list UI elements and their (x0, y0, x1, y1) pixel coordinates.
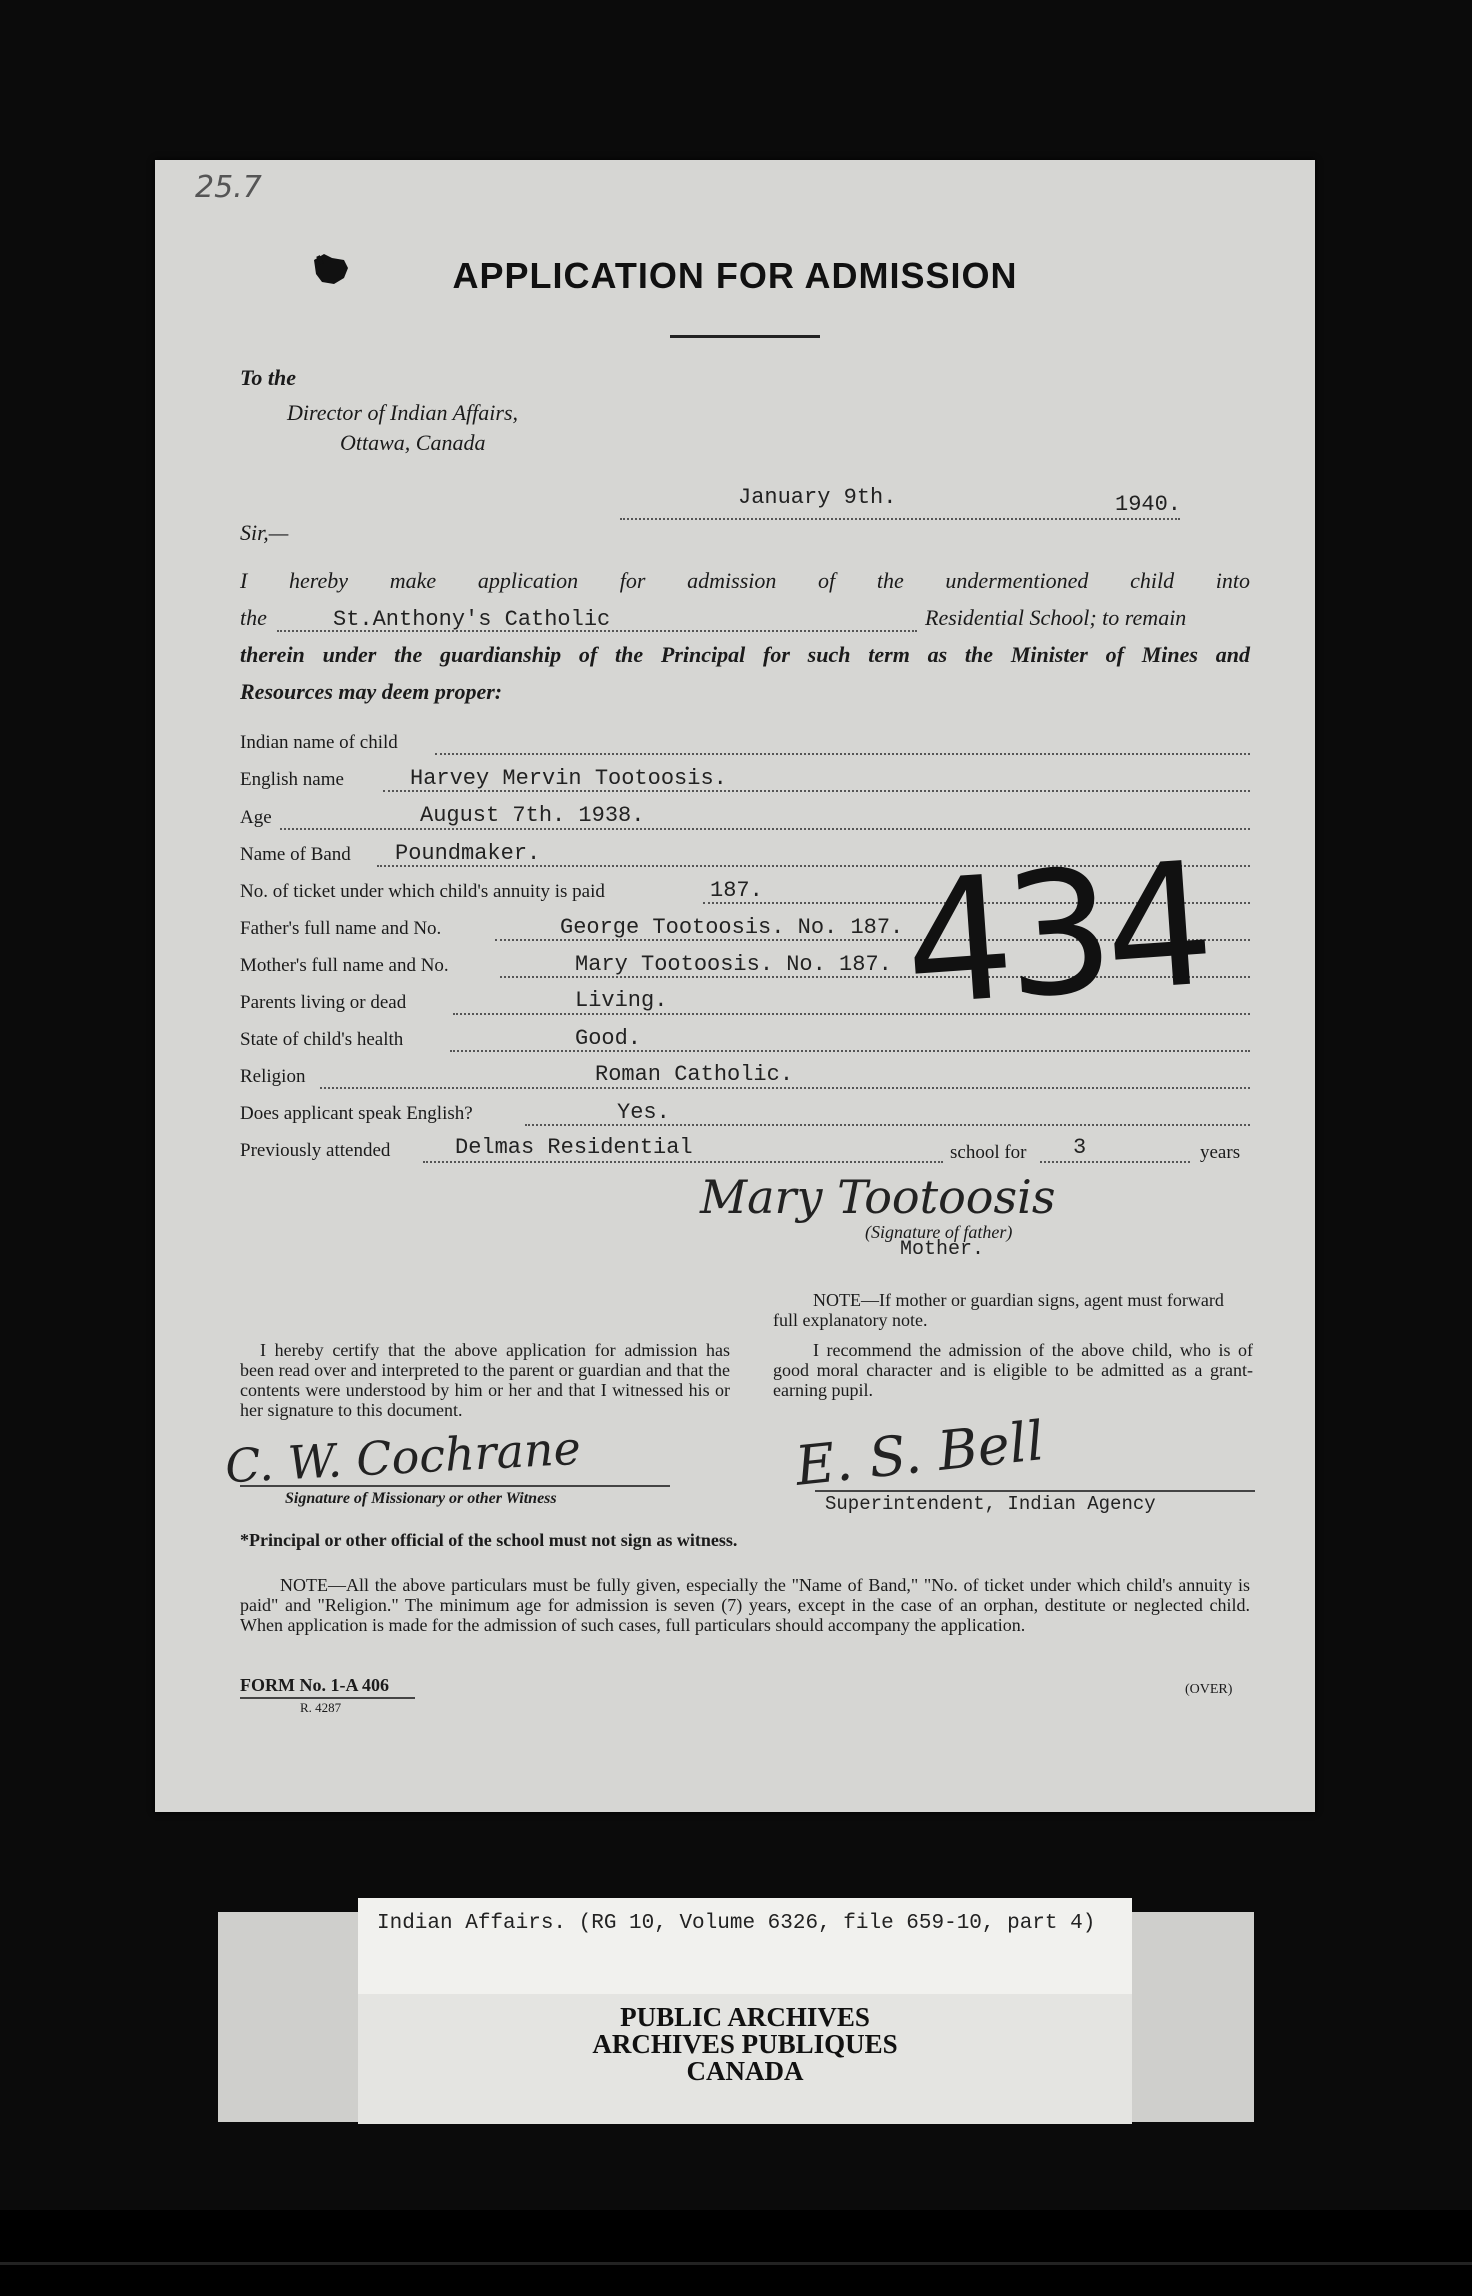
field-line-indian-name (435, 753, 1250, 755)
field-value-mother: Mary Tootoosis. No. 187. (575, 952, 892, 977)
addressee-line1: To the (240, 365, 297, 390)
field-line-years (1040, 1161, 1190, 1163)
field-value-religion: Roman Catholic. (595, 1062, 794, 1087)
parent-signature: Mary Tootoosis (700, 1170, 1056, 1224)
field-value-ticket: 187. (710, 878, 763, 903)
field-label-parents: Parents living or dead (240, 992, 407, 1013)
date-year: 1940. (1115, 492, 1182, 517)
field-label-indian-name: Indian name of child (240, 732, 398, 753)
field-label-band: Name of Band (240, 844, 351, 865)
pencil-note: 25.7 (195, 170, 262, 205)
recommend-text: I recommend the admission of the above child, who is of good moral character and is eligible to be admitted as a grant-earning pupil. (773, 1340, 1253, 1400)
field-label-english-name: English name (240, 769, 344, 790)
field-value-age: August 7th. 1938. (420, 803, 645, 828)
scan-bottom-band (0, 2210, 1472, 2296)
archives-line2: ARCHIVES PUBLIQUES (592, 2029, 898, 2059)
witness-signature-line (240, 1485, 670, 1487)
field-line-age (280, 828, 1250, 830)
date-line (620, 518, 1180, 520)
field-label-mother: Mother's full name and No. (240, 955, 449, 976)
field-label-health: State of child's health (240, 1029, 404, 1050)
scan-bottom-line (0, 2262, 1472, 2265)
agent-typed: Superintendent, Indian Agency (825, 1493, 1156, 1515)
salutation: Sir,— (240, 520, 289, 545)
field-label-religion: Religion (240, 1066, 306, 1087)
field-line-previously (423, 1161, 943, 1163)
form-ref: R. 4287 (300, 1700, 342, 1715)
agent-signature-line (815, 1490, 1255, 1492)
field-label-age: Age (240, 807, 272, 828)
final-note: NOTE—All the above particulars must be fully given, especially the "Name of Band," "No. of ticket under which child's annuity is paid" and "Religion." The minimum age for admission is seven (7) years, except in the case of an orphan, destitute or neglected child. When application is made for the admission of such cases, full particulars should accompany the application. (240, 1575, 1250, 1635)
over-label: (OVER) (1185, 1682, 1233, 1697)
form-number: FORM No. 1-A 406 (240, 1675, 389, 1695)
certify-text: I hereby certify that the above application for admission has been read over and interpreted to the parent or guardian and that the contents were understood by him or her and that I witnessed his or her signature to this document. (240, 1340, 730, 1420)
field-label-english: Does applicant speak English? (240, 1103, 473, 1124)
body-line1: I hereby make application for admission of the undermentioned child into (240, 568, 1250, 593)
title-underline (670, 335, 820, 338)
witness-caption: Signature of Missionary or other Witness (285, 1490, 557, 1507)
field-value-english: Yes. (617, 1100, 670, 1125)
witness-signature: C. W. Cochrane (223, 1420, 582, 1494)
field-label-ticket: No. of ticket under which child's annuity is paid (240, 881, 605, 902)
school-for-label: school for (950, 1142, 1027, 1163)
note-mother: NOTE—If mother or guardian signs, agent must forward full explanatory note. (773, 1290, 1224, 1330)
body-line4: Resources may deem proper: (240, 679, 503, 704)
field-value-years: 3 (1073, 1135, 1087, 1160)
field-value-father: George Tootoosis. No. 187. (560, 915, 904, 940)
field-value-parents: Living. (575, 988, 668, 1013)
date-day: January 9th. (738, 485, 897, 510)
field-label-father: Father's full name and No. (240, 918, 442, 939)
field-label-previously: Previously attended (240, 1140, 391, 1161)
principal-note: *Principal or other official of the school must not sign as witness. (240, 1530, 738, 1550)
years-label: years (1200, 1142, 1241, 1163)
archives-line1: PUBLIC ARCHIVES (620, 2002, 870, 2032)
body-line3: therein under the guardianship of the Principal for such term as the Minister of Mines and (240, 642, 1250, 667)
parent-signature-caption: (Signature of father) (865, 1222, 1013, 1242)
addressee-line3: Ottawa, Canada (340, 430, 486, 455)
field-line-health (450, 1050, 1250, 1052)
body-line2-prefix: the (240, 605, 267, 630)
field-value-health: Good. (575, 1026, 642, 1051)
body-line2-suffix: Residential School; to remain (925, 605, 1187, 630)
archives-stamp (358, 2004, 1132, 2085)
handwritten-number: 434 (898, 825, 1213, 1045)
form-title: APPLICATION FOR ADMISSION (452, 255, 1018, 296)
field-value-previously: Delmas Residential (455, 1135, 693, 1160)
form-number-rule (240, 1697, 415, 1699)
archive-reference: Indian Affairs. (RG 10, Volume 6326, file 659-10, part 4) (377, 1912, 1096, 1935)
school-name: St.Anthony's Catholic (333, 607, 611, 632)
application-form-sheet (155, 160, 1315, 1812)
field-value-english-name: Harvey Mervin Tootoosis. (410, 766, 727, 791)
agent-signature: E. S. Bell (792, 1409, 1047, 1498)
field-value-band: Poundmaker. (395, 841, 541, 866)
field-line-religion (320, 1087, 1250, 1089)
addressee-line2: Director of Indian Affairs, (287, 400, 518, 425)
archives-line3: CANADA (686, 2056, 804, 2086)
parent-signature-typed: Mother. (900, 1238, 985, 1261)
